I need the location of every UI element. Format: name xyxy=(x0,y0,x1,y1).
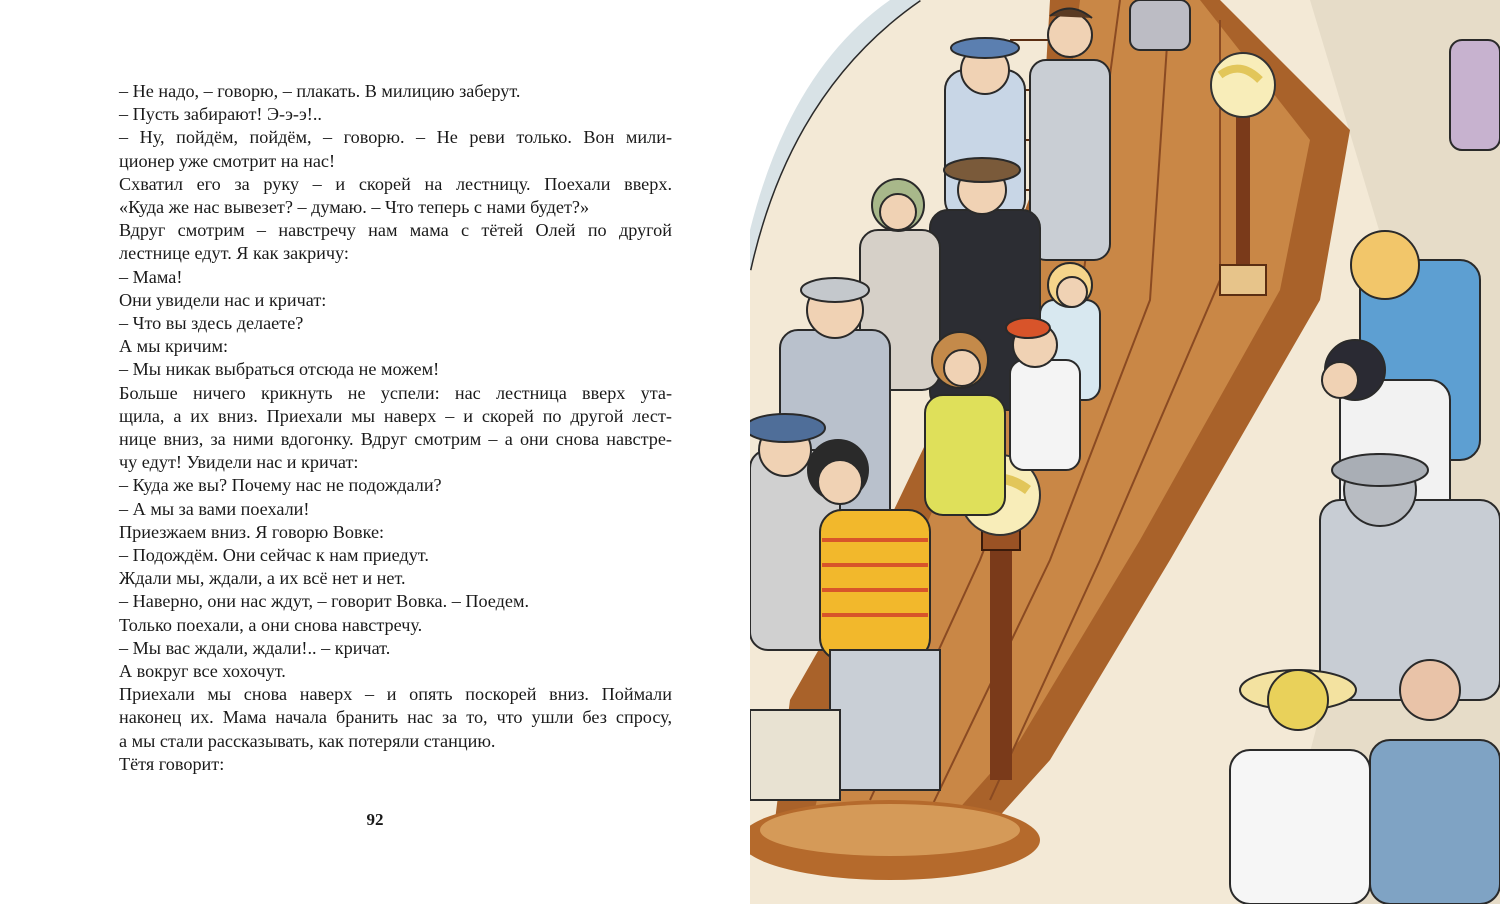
text-line-22: Ждали мы, ждали, а их всё нет и нет. xyxy=(119,568,406,589)
text-line-5: Схватил его за руку – и скорей на лестницу. Поехали вверх. xyxy=(119,173,672,194)
text-line-4: ционер уже смотрит на нас! xyxy=(119,150,336,171)
text-line-23: – Наверно, они нас ждут, – говорит Вовка. – Поедем. xyxy=(119,591,529,612)
text-line-20: Приезжаем вниз. Я говорю Вовке: xyxy=(119,521,385,542)
story-text xyxy=(119,80,672,776)
text-line-26: А вокруг все хохочут. xyxy=(119,661,286,682)
text-line-14: Больше ничего крикнуть не успели: нас лестница вверх ута- xyxy=(119,382,672,403)
text-line-7: Вдруг смотрим – навстречу нам мама с тётей Олей по другой xyxy=(119,220,672,241)
text-line-1: – Не надо, – говорю, – плакать. В милицию заберут. xyxy=(119,81,521,101)
text-line-27: Приехали мы снова наверх – и опять поскорей вниз. Поймали xyxy=(119,684,672,705)
text-line-9: – Мама! xyxy=(119,266,183,287)
text-line-21: – Подождём. Они сейчас к нам приедут. xyxy=(119,545,429,566)
text-line-12: А мы кричим: xyxy=(119,336,229,357)
text-line-8: лестнице едут. Я как закричу: xyxy=(119,243,349,264)
text-line-30: Тётя говорит: xyxy=(119,753,225,774)
text-line-17: чу едут! Увидели нас и кричат: xyxy=(119,452,359,473)
text-line-29: а мы стали рассказывать, как потеряли станцию. xyxy=(119,730,496,751)
text-line-19: – А мы за вами поехали! xyxy=(119,498,310,519)
illustration-page xyxy=(750,0,1500,904)
text-line-11: – Что вы здесь делаете? xyxy=(119,313,304,334)
text-line-16: нице вниз, за ними вдогонку. Вдруг смотрим – а они снова навстре- xyxy=(119,429,672,450)
escalator-illustration xyxy=(750,0,1500,904)
text-line-10: Они увидели нас и кричат: xyxy=(119,289,327,310)
text-line-2: – Пусть забирают! Э-э-э!.. xyxy=(119,104,322,125)
text-line-6: «Куда же нас вывезет? – думаю. – Что теперь с нами будет?» xyxy=(119,197,590,218)
text-line-25: – Мы вас ждали, ждали!.. – кричат. xyxy=(119,637,391,658)
text-line-3: – Ну, пойдём, пойдём, – говорю. – Не реви только. Вон мили- xyxy=(119,127,672,148)
text-line-24: Только поехали, а они снова навстречу. xyxy=(119,614,423,635)
text-line-28: наконец их. Мама начала бранить нас за то, что ушли без спросу, xyxy=(119,707,672,728)
page-number: 92 xyxy=(366,810,384,829)
text-line-13: – Мы никак выбраться отсюда не можем! xyxy=(119,359,440,380)
text-line-15: щила, а их вниз. Приехали мы наверх – и скорей по другой лест- xyxy=(119,405,672,426)
text-line-18: – Куда же вы? Почему нас не подождали? xyxy=(119,475,442,496)
